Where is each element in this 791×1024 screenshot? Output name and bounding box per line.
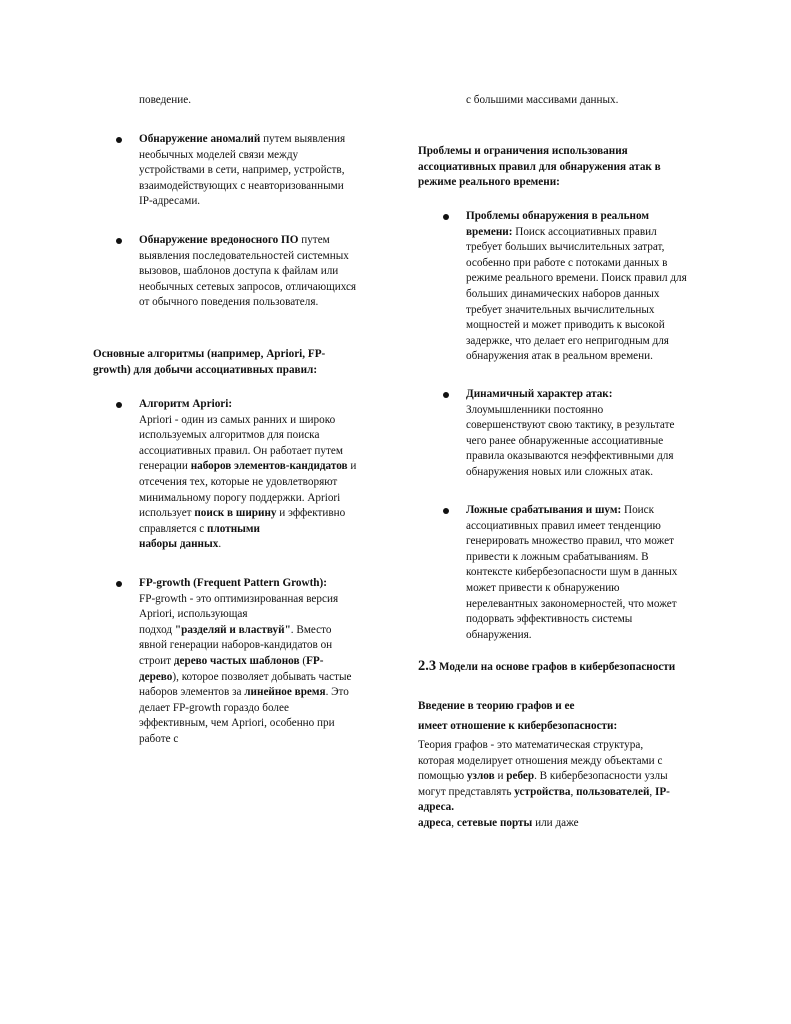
text-line bbox=[466, 597, 726, 613]
graph-intro-heading: Введение в теорию графов и ее имеет отношение к кибербезопасности: bbox=[418, 700, 618, 732]
text-run: требует значительных вычислительных bbox=[466, 303, 655, 316]
text-run: строит bbox=[139, 654, 174, 667]
bullet-icon bbox=[116, 137, 122, 143]
text-run: Поиск ассоциативных правил bbox=[512, 225, 657, 238]
bold-run: Динамичный характер атак: bbox=[466, 388, 613, 400]
text-line bbox=[139, 249, 389, 265]
text-line bbox=[466, 334, 726, 350]
bold-run: Обнаружение аномалий bbox=[139, 133, 261, 145]
bullet-dynamic bbox=[466, 387, 726, 481]
bold-run: поиск в ширину bbox=[194, 507, 277, 520]
text-run: FP-growth - это оптимизированная версия bbox=[139, 592, 339, 605]
bullet-fpgrowth bbox=[139, 576, 389, 748]
text-run: делает FP-growth гораздо более bbox=[139, 701, 289, 714]
text-line bbox=[139, 163, 389, 179]
left-column bbox=[0, 0, 395, 1024]
text-run: ассоциативных правил имеет тенденцию bbox=[466, 519, 661, 532]
text-run: минимальному порогу поддержки. Apriori bbox=[139, 491, 341, 504]
bullet-anomaly bbox=[139, 132, 389, 210]
text-line bbox=[139, 444, 389, 460]
text-run: . Это bbox=[325, 686, 349, 699]
text-run: использует bbox=[139, 507, 195, 520]
bold-run: FP-growth (Frequent Pattern Growth): bbox=[139, 577, 327, 589]
bold-run: FP- bbox=[306, 654, 324, 667]
text-run: Злоумышленники постоянно bbox=[466, 403, 604, 416]
text-run: или даже bbox=[532, 816, 579, 829]
text-run: ассоциативных правил. Он работает путем bbox=[139, 444, 343, 457]
text-run: , bbox=[451, 816, 457, 829]
text-run: чего ранее обнаруженные ассоциативные bbox=[466, 434, 664, 447]
text-run: Теория графов - это математическая структура, bbox=[418, 739, 644, 751]
problems-heading: Проблемы и ограничения использования ассоциативных правил для обнаружения атак в режиме реального времени: bbox=[418, 145, 661, 189]
text-line bbox=[466, 349, 726, 365]
text-run: привести к ложным срабатываниям. В bbox=[466, 550, 649, 563]
text-line bbox=[139, 592, 389, 608]
text-run: выявления последовательностей системных bbox=[139, 249, 349, 262]
text-line bbox=[466, 565, 726, 581]
text-line bbox=[466, 387, 726, 403]
bold-run: адреса. bbox=[418, 801, 455, 814]
right-column bbox=[395, 0, 791, 1024]
text-line bbox=[139, 732, 389, 748]
bullet-icon bbox=[116, 581, 122, 587]
text-line bbox=[139, 537, 389, 553]
bold-run: ребер bbox=[506, 770, 535, 783]
text-run: совершенствуют свою тактику, в результате bbox=[466, 419, 675, 432]
text-run: путем выявления bbox=[260, 133, 346, 145]
bold-run: "разделяй и властвуй" bbox=[174, 623, 291, 636]
text-run: необычных моделей связи между bbox=[139, 148, 299, 161]
text-run: требует больших вычислительных затрат, bbox=[466, 241, 665, 254]
text-run: Поиск bbox=[621, 504, 655, 516]
text-run: и эффективно bbox=[276, 507, 346, 520]
text-run: используемых алгоритмов для поиска bbox=[139, 429, 320, 442]
text-line bbox=[466, 612, 726, 628]
text-run: работе с bbox=[139, 732, 179, 745]
text-line bbox=[466, 418, 726, 434]
text-run: явной генерации наборов-кандидатов он bbox=[139, 639, 333, 652]
text-run: подорвать эффективность системы bbox=[466, 613, 633, 626]
text-line bbox=[466, 225, 726, 241]
text-line bbox=[139, 638, 389, 654]
text-run: обнаружения новых или сложных атак. bbox=[466, 465, 654, 478]
bold-run: наборов элементов-кандидатов bbox=[190, 460, 348, 473]
text-line bbox=[466, 318, 726, 334]
text-line bbox=[466, 256, 726, 272]
section-number: 2.3 bbox=[418, 658, 437, 674]
text-line bbox=[418, 800, 738, 816]
bold-run: Проблемы обнаружения в реальном bbox=[466, 210, 650, 222]
text-line bbox=[418, 754, 738, 770]
text-run: могут представлять bbox=[418, 785, 515, 798]
text-run: . В кибербезопасности узлы bbox=[534, 770, 668, 783]
text-run: которая моделирует отношения между объектами с bbox=[418, 754, 663, 767]
bullet-malware bbox=[139, 233, 389, 311]
text-line bbox=[139, 397, 389, 413]
bold-run: пользователей bbox=[576, 785, 650, 798]
text-run: Apriori, использующая bbox=[139, 608, 248, 621]
text-line bbox=[139, 607, 389, 623]
text-line bbox=[139, 428, 389, 444]
text-run: , bbox=[570, 785, 577, 798]
text-line bbox=[466, 287, 726, 303]
text-line bbox=[139, 701, 389, 717]
text-run: Apriori - один из самых ранних и широко bbox=[139, 413, 336, 426]
text-line bbox=[466, 534, 726, 550]
bullet-icon bbox=[443, 508, 449, 514]
text-line bbox=[466, 628, 726, 644]
text-run: . bbox=[218, 538, 222, 551]
text-run: ( bbox=[299, 654, 307, 667]
text-run: и bbox=[494, 770, 507, 783]
text-run: ), которое позволяет добывать частые bbox=[172, 670, 352, 683]
text-line bbox=[139, 280, 389, 296]
text-line bbox=[466, 449, 726, 465]
bold-run: сетевые порты bbox=[456, 816, 533, 829]
text-run: вызовов, шаблонов доступа к файлам или bbox=[139, 265, 339, 278]
text-line bbox=[466, 550, 726, 566]
text-line bbox=[466, 434, 726, 450]
algorithms-heading: Основные алгоритмы (например, Apriori, FP- growth) для добычи ассоциативных правил: bbox=[93, 348, 326, 376]
text-run: нерелевантных закономерностей, что может bbox=[466, 597, 677, 610]
section-heading bbox=[418, 659, 758, 676]
text-run: наборов элементов за bbox=[139, 686, 245, 699]
bold-run: времени: bbox=[466, 225, 513, 238]
text-line bbox=[139, 576, 389, 592]
bold-run: линейное время bbox=[244, 686, 326, 699]
text-line bbox=[139, 233, 389, 249]
bold-run: Обнаружение вредоносного ПО bbox=[139, 234, 299, 246]
text-run: IP-адресами. bbox=[139, 195, 201, 208]
text-line bbox=[466, 303, 726, 319]
graph-paragraph bbox=[418, 738, 738, 832]
text-run: справляется с bbox=[139, 522, 208, 535]
right-intro-tail: с большими массивами данных. bbox=[466, 94, 619, 106]
left-intro-tail: поведение. bbox=[139, 94, 192, 106]
text-line bbox=[139, 475, 389, 491]
bold-run: наборы данных bbox=[139, 538, 219, 551]
text-line bbox=[139, 413, 389, 429]
text-line bbox=[139, 264, 389, 280]
bold-run: плотными bbox=[207, 522, 260, 535]
text-line bbox=[139, 194, 389, 210]
text-run: устройствами в сети, например, устройств, bbox=[139, 164, 345, 177]
text-line bbox=[139, 522, 389, 538]
text-line bbox=[466, 209, 726, 225]
text-run: , bbox=[649, 785, 655, 798]
text-line bbox=[139, 685, 389, 701]
bold-run: устройства bbox=[514, 785, 571, 798]
text-line bbox=[466, 271, 726, 287]
text-run: особенно при работе с потоками данных в bbox=[466, 256, 668, 269]
bullet-icon bbox=[443, 392, 449, 398]
bold-run: IP- bbox=[654, 785, 670, 798]
text-line bbox=[139, 459, 389, 475]
text-line bbox=[466, 503, 726, 519]
bullet-realtime bbox=[466, 209, 726, 365]
bullet-apriori bbox=[139, 397, 389, 553]
bold-run: дерево частых шаблонов bbox=[173, 654, 300, 667]
text-line bbox=[139, 506, 389, 522]
text-run: обнаружения атак в реальном времени. bbox=[466, 350, 653, 363]
bold-run: дерево bbox=[139, 670, 173, 683]
text-line bbox=[139, 654, 389, 670]
text-run: генерировать множество правил, что может bbox=[466, 535, 674, 548]
text-line bbox=[466, 581, 726, 597]
section-title: Модели на основе графов в кибербезопасности bbox=[436, 661, 676, 673]
text-run: и bbox=[347, 460, 357, 473]
text-line bbox=[139, 179, 389, 195]
text-line bbox=[139, 132, 389, 148]
text-run: необычных сетевых запросов, отличающихся bbox=[139, 280, 357, 293]
text-run: режиме реального времени. Поиск правил для bbox=[466, 272, 687, 285]
text-line bbox=[418, 769, 738, 785]
bullet-icon bbox=[443, 214, 449, 220]
bold-run: узлов bbox=[466, 770, 495, 783]
text-run: контексте кибербезопасности шум в данных bbox=[466, 566, 678, 579]
text-line bbox=[139, 623, 389, 639]
text-run: подход bbox=[139, 623, 175, 636]
text-line bbox=[418, 785, 738, 801]
text-run: . Вместо bbox=[290, 623, 332, 636]
bullet-icon bbox=[116, 402, 122, 408]
text-run: путем bbox=[298, 234, 330, 246]
text-run: правила оказываются неэффективными для bbox=[466, 450, 674, 463]
text-run: генерации bbox=[139, 460, 191, 473]
bold-run: Алгоритм Apriori: bbox=[139, 398, 233, 410]
text-run: обнаружения. bbox=[466, 628, 532, 641]
text-line bbox=[466, 403, 726, 419]
text-run: задержке, что делает его непригодным для bbox=[466, 334, 669, 347]
text-line bbox=[466, 465, 726, 481]
text-line bbox=[139, 491, 389, 507]
text-run: отсечения тех, которые не удовлетворяют bbox=[139, 475, 338, 488]
text-run: взаимодействующих с неавторизованными bbox=[139, 179, 344, 192]
text-line bbox=[466, 240, 726, 256]
text-run: эффективным, чем Apriori, особенно при bbox=[139, 717, 335, 730]
text-line bbox=[418, 816, 738, 832]
text-run: больших динамических наборов данных bbox=[466, 287, 660, 300]
bullet-false-positives bbox=[466, 503, 726, 643]
text-run: может привести к обнаружению bbox=[466, 581, 620, 594]
text-line bbox=[139, 148, 389, 164]
text-run: мощностей и может приводить к высокой bbox=[466, 319, 665, 332]
text-line bbox=[139, 295, 389, 311]
text-run: помощью bbox=[418, 770, 467, 783]
text-line bbox=[466, 519, 726, 535]
text-line bbox=[139, 670, 389, 686]
bullet-icon bbox=[116, 238, 122, 244]
text-line bbox=[418, 738, 738, 754]
text-line bbox=[139, 716, 389, 732]
bold-run: Ложные срабатывания и шум: bbox=[466, 504, 622, 516]
text-run: от обычного поведения пользователя. bbox=[139, 296, 319, 309]
bold-run: адреса bbox=[418, 816, 452, 829]
